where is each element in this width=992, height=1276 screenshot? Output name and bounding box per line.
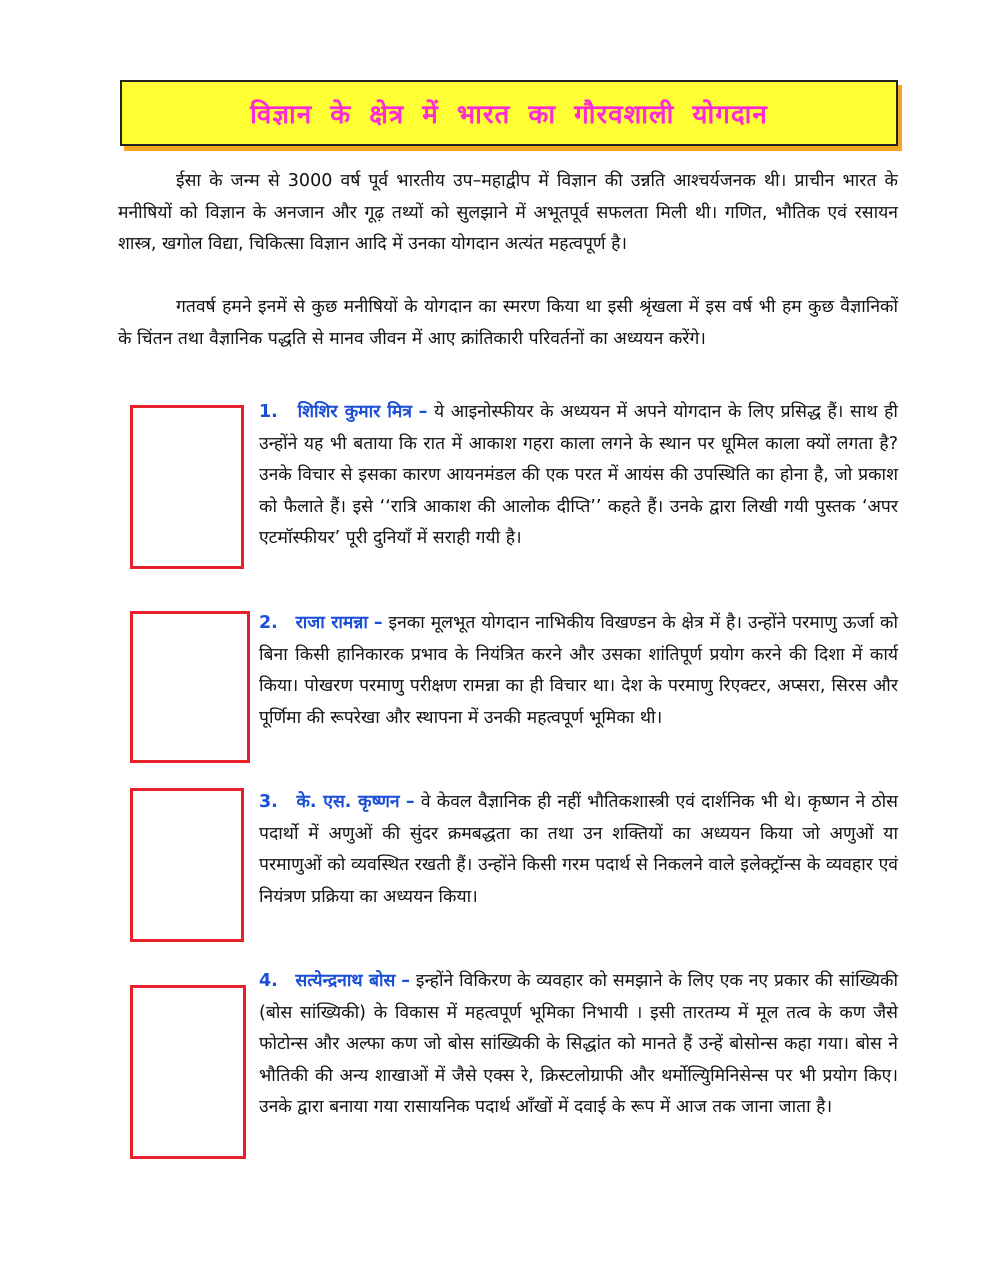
scientist-entry-3 <box>259 787 898 913</box>
scientist-photo-placeholder-2 <box>130 611 250 763</box>
scientist-name: के. एस. कृष्णन <box>296 792 400 812</box>
scientist-entry-2 <box>259 608 898 734</box>
scientist-entry-4 <box>259 966 898 1124</box>
entry-number: 1. <box>259 402 278 422</box>
scientist-photo-placeholder-1 <box>130 405 244 569</box>
entry-dash: – <box>405 792 415 812</box>
scientist-photo-placeholder-4 <box>130 985 246 1159</box>
scientist-description: इन्होंने विकिरण के व्यवहार को समझाने के लिए एक नए प्रकार की सांख्यिकी (बोस सांख्यिकी) के विकास में महत्वपूर्ण भूमिका निभायी । इसी तारतम्य में मूल तत्व के कण जैसे फोटोन्स और अल्फा कण जो बोस सांख्यिकी के सिद्धांत को मानते हैं उन्हें बोसोन्स कहा गया। बोस ने भौतिकी की अन्य शाखाओं में जैसे एक्स रे, क्रिस्टलोग्राफी और थर्मोल्यिुमिनिसेन्स पर भी प्रयोग किए। उनके द्वारा बनाया गया रासायनिक पदार्थ आँखों में दवाई के रूप में आज तक जाना जाता है। <box>259 971 898 1118</box>
entry-dash: – <box>373 613 383 633</box>
scientist-name: सत्येन्द्रनाथ बोस <box>295 971 396 991</box>
scientist-name: शिशिर कुमार मित्र <box>297 402 413 422</box>
scientist-entry-1 <box>259 397 898 555</box>
entry-number: 4. <box>259 971 278 991</box>
page-title: विज्ञान के क्षेत्र में भारत का गौरवशाली योगदान <box>250 100 768 130</box>
entry-dash: – <box>401 971 410 991</box>
entry-dash: – <box>418 402 428 422</box>
title-banner <box>120 80 898 146</box>
scientist-photo-placeholder-3 <box>130 788 244 942</box>
scientist-description: इनका मूलभूत योगदान नाभिकीय विखण्डन के क्षेत्र में है। उन्होंने परमाणु ऊर्जा को बिना किसी हानिकारक प्रभाव के नियंत्रित करने और उसका शांतिपूर्ण प्रयोग करने की दिशा में कार्य किया। पोखरण परमाणु परीक्षण रामन्ना का ही विचार था। देश के परमाणु रिएक्टर, अप्सरा, सिरस और पूर्णिमा की रूपरेखा और स्थापना में उनकी महत्वपूर्ण भूमिका थी। <box>259 613 898 728</box>
scientist-name: राजा रामन्ना <box>295 613 368 633</box>
intro-paragraph-2: गतवर्ष हमने इनमें से कुछ मनीषियों के योगदान का स्मरण किया था इसी श्रृंखला में इस वर्ष भी हम कुछ वैज्ञानिकों के चिंतन तथा वैज्ञानिक पद्धति से मानव जीवन में आए क्रांतिकारी परिवर्तनों का अध्ययन करेंगे। <box>118 297 898 349</box>
scientist-description: ये आइनोस्फीयर के अध्ययन में अपने योगदान के लिए प्रसिद्ध हैं। साथ ही उन्होंने यह भी बताया कि रात में आकाश गहरा काला लगने के स्थान पर धूमिल काला क्यों लगता है? उनके विचार से इसका कारण आयनमंडल की एक परत में आयंस की उपस्थिति का होना है, जो प्रकाश को फैलाते हैं। इसे ‘‘रात्रि आकाश की आलोक दीप्ति’’ कहते हैं। उनके द्वारा लिखी गयी पुस्तक ‘अपर एटमॉस्फीयर’ पूरी दुनियाँ में सराही गयी है। <box>259 402 898 549</box>
scientist-description: वे केवल वैज्ञानिक ही नहीं भौतिकशास्त्री एवं दार्शनिक भी थे। कृष्णन ने ठोस पदार्थो में अणुओं की सुंदर क्रमबद्धता का तथा उन शक्तियों का अध्ययन किया जो अणुओं या परमाणुओं को व्यवस्थित रखती हैं। उन्होंने किसी गरम पदार्थ से निकलने वाले इलेक्ट्रॉन्स के व्यवहार एवं नियंत्रण प्रक्रिया का अध्ययन किया। <box>259 792 898 907</box>
entry-number: 3. <box>259 792 278 812</box>
entry-number: 2. <box>259 613 278 633</box>
intro-paragraph-1: ईसा के जन्म से 3000 वर्ष पूर्व भारतीय उप–महाद्वीप में विज्ञान की उन्नति आश्चर्यजनक थी। प्राचीन भारत के मनीषियों को विज्ञान के अनजान और गूढ़ तथ्यों को सुलझाने में अभूतपूर्व सफलता मिली थी। गणित, भौतिक एवं रसायन शास्त्र, खगोल विद्या, चिकित्सा विज्ञान आदि में उनका योगदान अत्यंत महत्वपूर्ण है। <box>118 171 898 255</box>
